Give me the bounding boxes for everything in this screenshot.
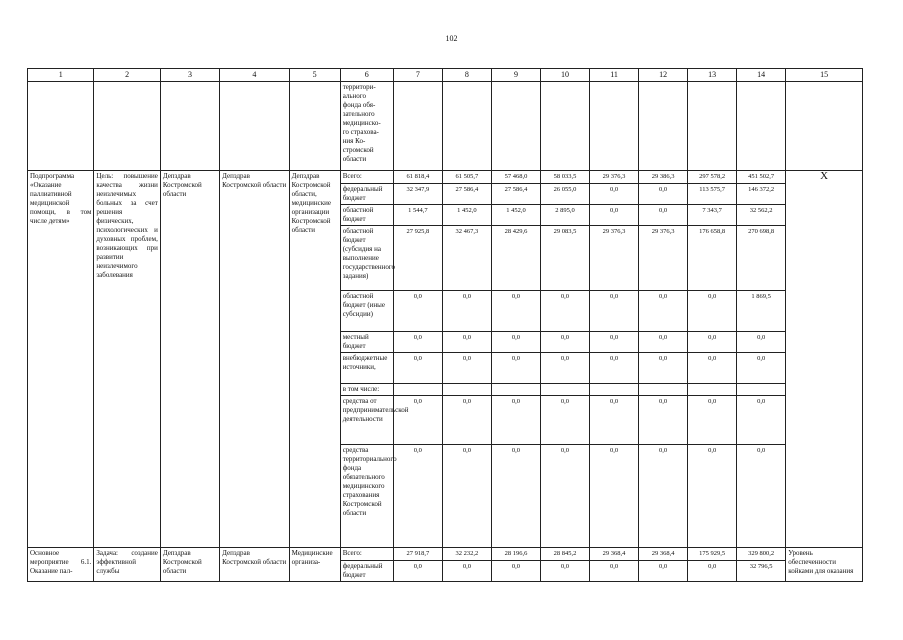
amount-cell: 0,0: [639, 291, 688, 332]
column-header: 8: [442, 69, 491, 82]
amount-cell: 0,0: [540, 332, 589, 353]
amount-cell: 0,0: [590, 332, 639, 353]
amount-cell: 0,0: [639, 445, 688, 548]
amount-cell: [737, 384, 786, 396]
indicator-cell: Уровень обеспеченности койками для оказания: [786, 548, 863, 582]
amount-cell: 29 376,3: [639, 226, 688, 291]
column-number-header: [28, 69, 863, 82]
amount-cell: 29 376,3: [590, 171, 639, 184]
amount-cell: [639, 384, 688, 396]
column-header: 3: [160, 69, 219, 82]
amount-cell: 0,0: [639, 353, 688, 384]
amount-cell: 0,0: [393, 332, 442, 353]
budget-table: [27, 68, 863, 582]
amount-cell: 29 386,3: [639, 171, 688, 184]
indicator-mark-cell: X: [786, 171, 863, 548]
amount-cell: 27 586,4: [442, 184, 491, 205]
amount-cell: 0,0: [590, 353, 639, 384]
amount-cell: 0,0: [688, 445, 737, 548]
funding-source-cell: Всего:: [340, 548, 393, 561]
carry-over-row: [28, 82, 863, 171]
column-header: 13: [688, 69, 737, 82]
page-number: 102: [445, 34, 458, 43]
coordinator-cell: Депздрав Костромской области: [220, 548, 289, 582]
amount-cell: [442, 384, 491, 396]
amount-cell: 27 918,7: [393, 548, 442, 561]
amount-cell: 0,0: [590, 291, 639, 332]
amount-cell: 176 658,8: [688, 226, 737, 291]
amount-cell: 0,0: [639, 184, 688, 205]
column-header: 11: [590, 69, 639, 82]
amount-cell: [491, 384, 540, 396]
subprogram-row: [28, 171, 863, 184]
amount-cell: 29 083,5: [540, 226, 589, 291]
amount-cell: 28 196,6: [491, 548, 540, 561]
executor-cell: Депздрав Костромской области: [160, 171, 219, 548]
amount-cell: 29 368,4: [639, 548, 688, 561]
amount-cell: 0,0: [442, 396, 491, 445]
amount-cell: 57 468,0: [491, 171, 540, 184]
column-header: 15: [786, 69, 863, 82]
amount-cell: 1 544,7: [393, 205, 442, 226]
amount-cell: 329 800,2: [737, 548, 786, 561]
amount-cell: 0,0: [491, 291, 540, 332]
amount-cell: 0,0: [491, 445, 540, 548]
column-header: 2: [94, 69, 160, 82]
amount-cell: 32 467,3: [442, 226, 491, 291]
amount-cell: 29 368,4: [590, 548, 639, 561]
amount-cell: 0,0: [491, 353, 540, 384]
amount-cell: 0,0: [590, 561, 639, 582]
amount-cell: 61 818,4: [393, 171, 442, 184]
amount-cell: 0,0: [393, 353, 442, 384]
amount-cell: 0,0: [442, 291, 491, 332]
amount-cell: [688, 384, 737, 396]
amount-cell: 0,0: [737, 353, 786, 384]
goal-cell: Цель: повышение качества жизни неизлечимых больных за счет решения физических, психологических и духовных проблем, возникающих при развитии неизлечимого заболевания: [94, 171, 160, 548]
funding-source-cell: территори- ального фонда обя- зательного медицинско- го страхова- ния Ко- стромской области: [340, 82, 393, 171]
amount-cell: 175 929,5: [688, 548, 737, 561]
participants-cell: Депздрав Костромской области, медицинские организации Костромской области: [289, 171, 340, 548]
column-header: 12: [639, 69, 688, 82]
coordinator-cell: Депздрав Костромской области: [220, 171, 289, 548]
amount-cell: 58 033,5: [540, 171, 589, 184]
amount-cell: 0,0: [688, 291, 737, 332]
amount-cell: [540, 384, 589, 396]
amount-cell: 0,0: [491, 396, 540, 445]
amount-cell: 0,0: [590, 396, 639, 445]
amount-cell: 451 502,7: [737, 171, 786, 184]
amount-cell: 27 586,4: [491, 184, 540, 205]
amount-cell: 0,0: [393, 291, 442, 332]
amount-cell: 32 796,5: [737, 561, 786, 582]
amount-cell: 28 845,2: [540, 548, 589, 561]
amount-cell: 0,0: [639, 205, 688, 226]
executor-cell: Депздрав Костромской области: [160, 548, 219, 582]
amount-cell: 0,0: [590, 205, 639, 226]
funding-source-cell: федеральный бюджет: [340, 184, 393, 205]
task-cell: Задача: создание эффективной службы: [94, 548, 160, 582]
amount-cell: 0,0: [737, 332, 786, 353]
amount-cell: 0,0: [639, 332, 688, 353]
amount-cell: 0,0: [393, 561, 442, 582]
amount-cell: 146 372,2: [737, 184, 786, 205]
amount-cell: 27 925,8: [393, 226, 442, 291]
funding-source-cell: средства от предпринимательской деятельности: [340, 396, 393, 445]
amount-cell: 0,0: [590, 445, 639, 548]
amount-cell: 0,0: [442, 445, 491, 548]
column-header: 4: [220, 69, 289, 82]
measure-row: [28, 548, 863, 561]
amount-cell: 26 055,0: [540, 184, 589, 205]
measure-title-cell: Основное мероприятие 6.1. Оказание пал-: [28, 548, 94, 582]
amount-cell: 1 869,5: [737, 291, 786, 332]
amount-cell: 0,0: [540, 445, 589, 548]
amount-cell: 0,0: [590, 184, 639, 205]
column-header: 9: [491, 69, 540, 82]
amount-cell: [393, 384, 442, 396]
amount-cell: 0,0: [639, 396, 688, 445]
amount-cell: 0,0: [540, 353, 589, 384]
amount-cell: 0,0: [737, 445, 786, 548]
amount-cell: 0,0: [540, 561, 589, 582]
column-header: 10: [540, 69, 589, 82]
funding-source-cell: областной бюджет: [340, 205, 393, 226]
amount-cell: 0,0: [491, 561, 540, 582]
amount-cell: 0,0: [442, 332, 491, 353]
amount-cell: 61 505,7: [442, 171, 491, 184]
amount-cell: 270 698,8: [737, 226, 786, 291]
amount-cell: 0,0: [688, 353, 737, 384]
amount-cell: 0,0: [442, 353, 491, 384]
funding-source-cell: внебюджетные источники,: [340, 353, 393, 384]
funding-source-cell: местный бюджет: [340, 332, 393, 353]
amount-cell: 0,0: [491, 332, 540, 353]
amount-cell: 32 347,9: [393, 184, 442, 205]
amount-cell: 7 343,7: [688, 205, 737, 226]
amount-cell: 0,0: [540, 291, 589, 332]
column-header: 5: [289, 69, 340, 82]
amount-cell: 0,0: [393, 396, 442, 445]
amount-cell: 0,0: [639, 561, 688, 582]
funding-source-cell: федеральный бюджет: [340, 561, 393, 582]
funding-source-cell: областной бюджет (иные субсидии): [340, 291, 393, 332]
subprogram-title-cell: Подпрограмма «Оказание паллиативной медицинской помощи, в том числе детям»: [28, 171, 94, 548]
column-header: 1: [28, 69, 94, 82]
amount-cell: 297 578,2: [688, 171, 737, 184]
column-header: 6: [340, 69, 393, 82]
amount-cell: 32 232,2: [442, 548, 491, 561]
funding-source-cell: средства территориального фонда обязательного медицинского страхования Костромской области: [340, 445, 393, 548]
amount-cell: 1 452,0: [491, 205, 540, 226]
funding-source-cell: в том числе:: [340, 384, 393, 396]
amount-cell: 0,0: [688, 332, 737, 353]
column-header: 7: [393, 69, 442, 82]
amount-cell: 0,0: [737, 396, 786, 445]
amount-cell: [590, 384, 639, 396]
amount-cell: 0,0: [688, 561, 737, 582]
amount-cell: 1 452,0: [442, 205, 491, 226]
funding-source-cell: Всего:: [340, 171, 393, 184]
funding-source-cell: областной бюджет (субсидия на выполнение государственного задания): [340, 226, 393, 291]
amount-cell: 0,0: [442, 561, 491, 582]
amount-cell: 32 562,2: [737, 205, 786, 226]
amount-cell: 2 895,0: [540, 205, 589, 226]
amount-cell: 0,0: [688, 396, 737, 445]
amount-cell: 0,0: [393, 445, 442, 548]
amount-cell: 113 575,7: [688, 184, 737, 205]
column-header: 14: [737, 69, 786, 82]
amount-cell: 0,0: [540, 396, 589, 445]
amount-cell: 28 429,6: [491, 226, 540, 291]
participants-cell: Медицинские организа-: [289, 548, 340, 582]
amount-cell: 29 376,3: [590, 226, 639, 291]
